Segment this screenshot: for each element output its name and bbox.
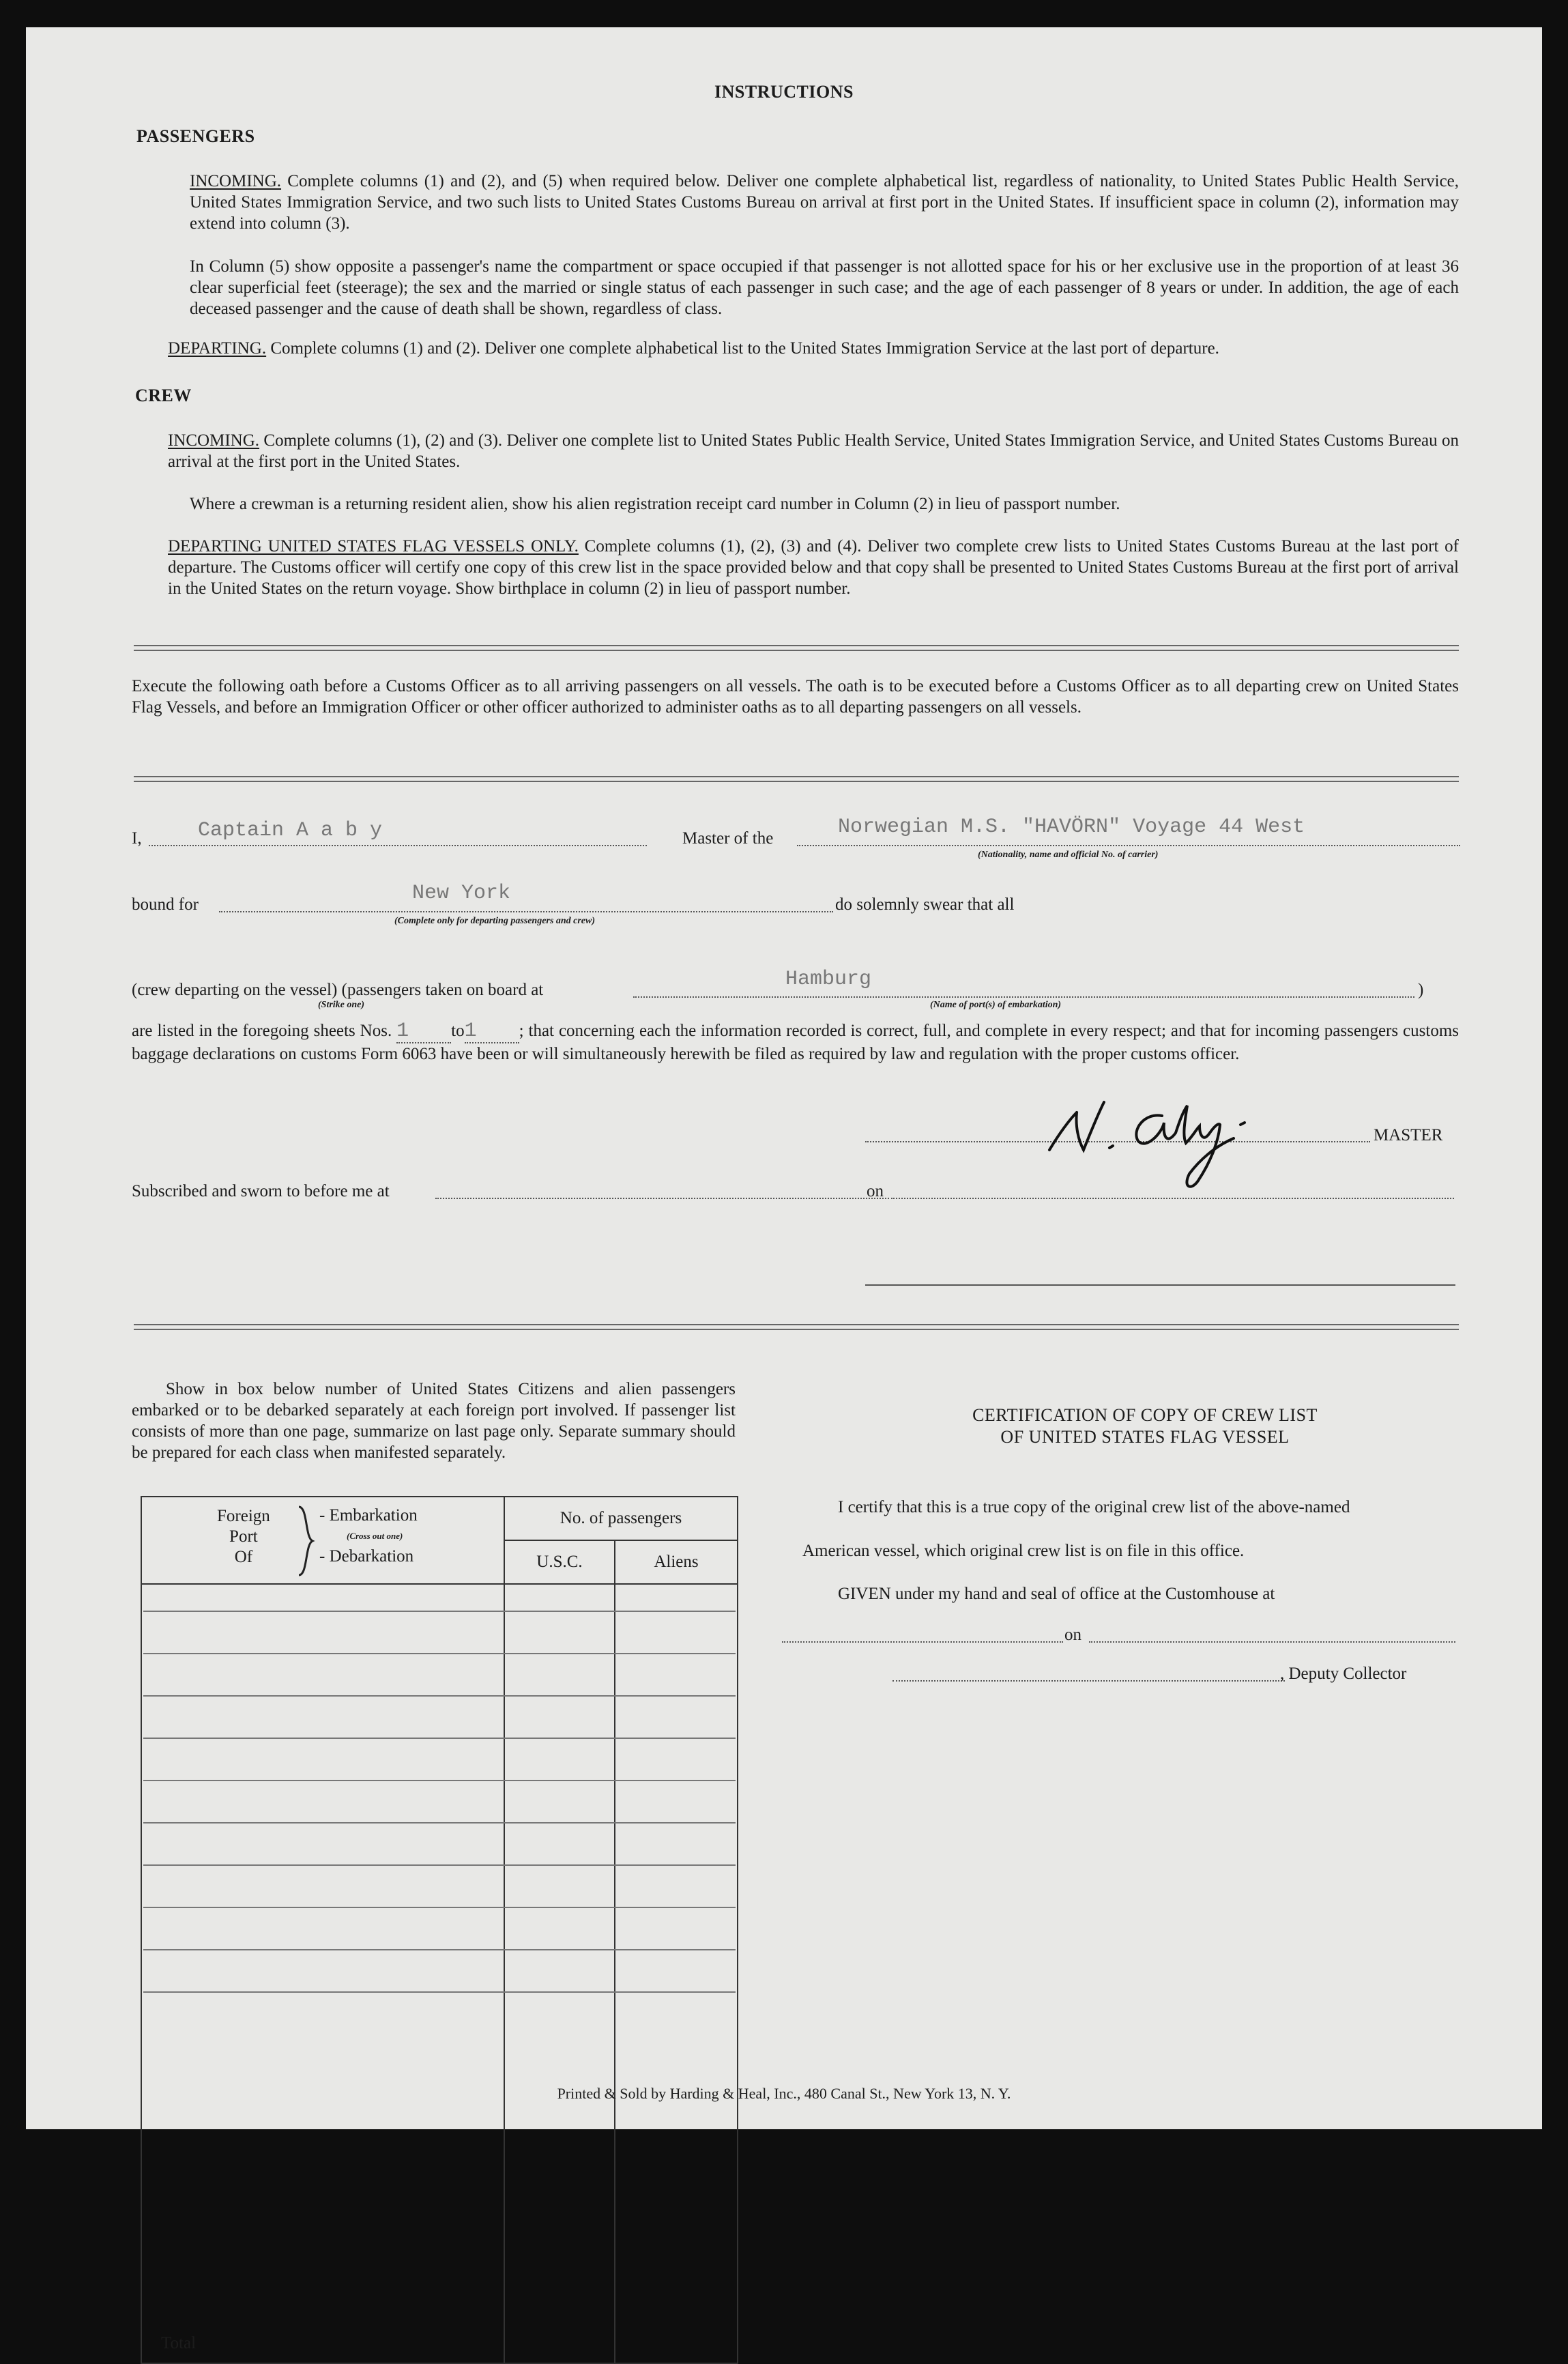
no-of-passengers-header: No. of passengers: [504, 1497, 738, 1540]
cross-out-caption: (Cross out one): [347, 1531, 403, 1541]
officer-signature-line[interactable]: [865, 1284, 1455, 1286]
certification-heading-line-1: CERTIFICATION OF COPY OF CREW LIST: [972, 1405, 1318, 1425]
summary-entry-row-line: [143, 1907, 736, 1908]
summary-entry-row-line: [143, 1949, 736, 1950]
divider-3: [134, 1324, 1459, 1330]
passengers-incoming-paragraph: [190, 171, 1459, 234]
of-text: Of: [234, 1548, 253, 1566]
form-page: [26, 27, 1542, 2352]
brace-icon: [295, 1503, 316, 1579]
usc-header: U.S.C.: [504, 1540, 615, 1584]
crew-departing-paragraph: [168, 536, 1459, 599]
summary-instructions: Show in box below number of United States Citizens and alien passengers embarked or to be debarked separately at each foreign port involved. If passenger list consists of more than one page, summarize on last page only. Separate summary should be prepared for each class when manifested separately.: [132, 1380, 736, 1462]
bound-for-label: bound for: [132, 895, 199, 914]
customhouse-place-line[interactable]: [782, 1641, 1063, 1643]
embarkation-port-field[interactable]: Hamburg: [785, 968, 872, 991]
crew-departing-text: Complete columns (1), (2), (3) and (4). Deliver two complete crew lists to United States Customs Bureau at the last port of departure. The Customs officer will certify one copy of this crew list in the space provided below and that copy shall be presented to United States Customs Bureau at the first port of arrival in the United States on the return voyage. Show birthplace in column (2) in lieu of passport number.: [168, 537, 1459, 598]
departing-label: DEPARTING.: [168, 339, 267, 358]
crewman-resident-paragraph: Where a crewman is a returning resident alien, show his alien registration receipt card number in Column (2) in lieu of passport number.: [190, 495, 1120, 513]
vessel-caption: (Nationality, name and official No. of carrier): [978, 850, 1159, 860]
customhouse-date-line[interactable]: [1089, 1641, 1455, 1643]
summary-entry-row-line: [143, 1822, 736, 1824]
on-label: on: [867, 1182, 884, 1200]
passengers-incoming-text: Complete columns (1) and (2), and (5) when required below. Deliver one complete alphabetical list, regardless of nationality, to United States Public Health Service, United States Immigration Service, and two such lists to United States Customs Bureau on arrival at first port in the United States. If insufficient space in column (2), information may extend into column (3).: [190, 172, 1460, 233]
port-text: Port: [229, 1527, 258, 1546]
foreign-port-of-label: [217, 1506, 270, 1568]
printer-footer: Printed & Sold by Harding & Heal, Inc., 480 Canal St., New York 13, N. Y.: [557, 2085, 1011, 2102]
crew-incoming-paragraph: [168, 430, 1459, 472]
strike-one-caption: (Strike one): [318, 1000, 365, 1010]
summary-entry-row-line: [143, 1738, 736, 1739]
crew-incoming-text: Complete columns (1), (2) and (3). Deliver one complete list to United States Public Health Service, United States Immigration Service, and United States Customs Bureau on arrival at the first port in the United States.: [168, 431, 1459, 471]
passengers-departing-paragraph: [168, 338, 1459, 359]
close-paren: ): [1418, 981, 1424, 999]
bound-for-caption: (Complete only for departing passengers and crew): [394, 916, 595, 926]
certification-heading: [845, 1404, 1445, 1448]
certify-text-2: American vessel, which original crew list is on file in this office.: [802, 1542, 1245, 1560]
crew-incoming-label: INCOMING.: [168, 431, 260, 450]
column5-paragraph: In Column (5) show opposite a passenger's name the compartment or space occupied if that passenger is not allotted space for his or her exclusive use in the proportion of at least 36 clear superficial feet (steerage); the sex and the married or single status of each passenger in such case; and the age of each passenger of 8 years or under. In addition, the age of each deceased passenger and the cause of death shall be shown, regardless of class.: [190, 257, 1459, 318]
crew-departing-label: DEPARTING UNITED STATES FLAG VESSELS ONLY.: [168, 537, 579, 556]
deputy-collector-line[interactable]: [892, 1680, 1285, 1682]
sheets-rest-text: ; that concerning each the information recorded is correct, full, and complete in every respect; and that for incoming passengers customs baggage declarations on customs Form 6063 have been or will simultaneously herewith be filed as required by law and regulation with the proper customs officer.: [132, 1022, 1460, 1063]
embarkation-label: - Embarkation: [319, 1506, 418, 1525]
bound-for-field[interactable]: New York: [412, 882, 511, 905]
divider-1: [134, 645, 1459, 651]
divider-2: [134, 776, 1459, 782]
captain-name-field[interactable]: Captain A a b y: [198, 819, 383, 842]
master-of-the-label: Master of the: [682, 829, 774, 848]
solemnly-swear-label: do solemnly swear that all: [835, 895, 1015, 914]
given-text: GIVEN under my hand and seal of office at the Customhouse at: [838, 1585, 1275, 1603]
captain-name-line: [149, 845, 647, 846]
sheets-to-label: to: [451, 1022, 465, 1040]
summary-entry-row-line: [143, 1611, 736, 1612]
embarkation-port-line: [633, 996, 1414, 998]
crew-passengers-label: (crew departing on the vessel) (passengers taken on board at: [132, 981, 544, 999]
certification-heading-line-2: OF UNITED STATES FLAG VESSEL: [1000, 1427, 1290, 1447]
oath-i-label: I,: [132, 829, 142, 848]
certify-text-1: I certify that this is a true copy of the original crew list of the above-named: [838, 1498, 1350, 1516]
total-label: Total: [161, 2334, 197, 2352]
sheets-paragraph: [132, 1020, 1459, 1065]
summary-entry-row-line: [143, 1864, 736, 1866]
port-caption: (Name of port(s) of embarkation): [930, 1000, 1062, 1010]
instructions-heading: INSTRUCTIONS: [714, 82, 854, 102]
master-signature: [1036, 1085, 1281, 1208]
subscribed-label: Subscribed and sworn to before me at: [132, 1182, 390, 1200]
sheet-to-field[interactable]: 1: [465, 1021, 519, 1043]
summary-entry-row-line: [143, 1653, 736, 1654]
deputy-collector-label: , Deputy Collector: [1280, 1664, 1407, 1683]
oath-instructions-paragraph: Execute the following oath before a Customs Officer as to all arriving passengers on all vessels. The oath is to be executed before a Customs Officer as to all departing crew on United States Flag Vessels, and before an Immigration Officer or other officer authorized to administer oaths as to all departing passengers on all vessels.: [132, 677, 1459, 717]
summary-entry-row-line: [143, 1991, 736, 1993]
foreign-text: Foreign: [217, 1507, 270, 1525]
aliens-header: Aliens: [615, 1540, 738, 1584]
bound-for-line: [219, 911, 833, 912]
passenger-summary-table: [141, 1496, 738, 2364]
passengers-departing-text: Complete columns (1) and (2). Deliver one complete alphabetical list to the United States Immigration Service at the last port of departure.: [270, 339, 1219, 358]
port-column-body[interactable]: [141, 1584, 504, 2363]
vessel-field[interactable]: Norwegian M.S. "HAVÖRN" Voyage 44 West: [838, 816, 1305, 839]
sheets-label: are listed in the foregoing sheets Nos.: [132, 1022, 392, 1040]
debarkation-label: - Debarkation: [319, 1547, 414, 1566]
master-label: MASTER: [1374, 1126, 1443, 1144]
subscribed-place-line[interactable]: [435, 1198, 889, 1199]
summary-entry-row-line: [143, 1780, 736, 1781]
crew-heading: CREW: [135, 386, 192, 405]
cert-on-label: on: [1064, 1626, 1081, 1644]
summary-entry-row-line: [143, 1695, 736, 1697]
aliens-column-body[interactable]: [615, 1584, 738, 2363]
sheet-from-field[interactable]: 1: [396, 1021, 451, 1043]
incoming-label: INCOMING.: [190, 172, 282, 190]
subscribed-date-line[interactable]: [891, 1198, 1454, 1199]
usc-column-body[interactable]: [504, 1584, 615, 2363]
passengers-heading: PASSENGERS: [136, 126, 255, 146]
foreign-port-header: [141, 1497, 504, 1584]
vessel-line: [797, 845, 1460, 846]
